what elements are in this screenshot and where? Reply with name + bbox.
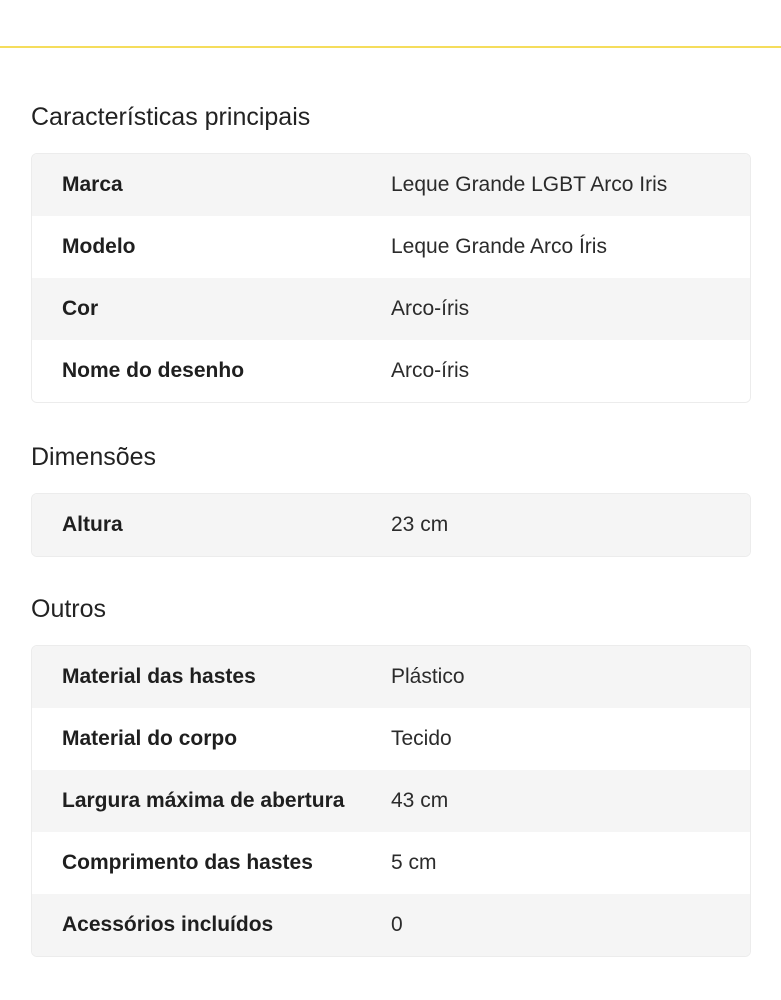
- spec-row: [32, 216, 750, 278]
- section-title-dimensions: Dimensões: [31, 443, 157, 471]
- spec-row: [32, 646, 750, 708]
- spec-row: [32, 894, 750, 956]
- spec-value: 5 cm: [391, 851, 437, 874]
- spec-table-dimensions: [31, 493, 751, 557]
- spec-value: Arco-íris: [391, 297, 470, 320]
- spec-label: Largura máxima de abertura: [62, 789, 345, 812]
- spec-value: Plástico: [391, 665, 465, 688]
- section-title-main-characteristics: Características principais: [31, 103, 311, 131]
- spec-label: Marca: [62, 173, 123, 196]
- spec-value: Arco-íris: [391, 359, 470, 382]
- spec-row: [32, 278, 750, 340]
- spec-label: Acessórios incluídos: [62, 913, 274, 936]
- spec-value: Leque Grande Arco Íris: [391, 235, 607, 258]
- spec-row: [32, 340, 750, 402]
- spec-row: [32, 154, 750, 216]
- spec-label: Altura: [62, 513, 123, 536]
- spec-label: Nome do desenho: [62, 359, 245, 382]
- spec-row: [32, 832, 750, 894]
- spec-value: 0: [391, 913, 403, 936]
- spec-row: [32, 770, 750, 832]
- spec-label: Material do corpo: [62, 727, 238, 750]
- section-title-others: Outros: [31, 595, 107, 623]
- spec-value: 43 cm: [391, 789, 449, 812]
- spec-label: Comprimento das hastes: [62, 851, 313, 874]
- spec-label: Modelo: [62, 235, 136, 258]
- spec-table-others: [31, 645, 751, 957]
- spec-row: [32, 494, 750, 556]
- spec-row: [32, 708, 750, 770]
- spec-value: 23 cm: [391, 513, 449, 536]
- spec-label: Material das hastes: [62, 665, 256, 688]
- spec-table-main-characteristics: [31, 153, 751, 403]
- spec-value: Leque Grande LGBT Arco Iris: [391, 173, 668, 196]
- spec-value: Tecido: [391, 727, 452, 750]
- specs-container: [31, 96, 751, 957]
- spec-label: Cor: [62, 297, 99, 320]
- top-accent-divider: [0, 46, 781, 48]
